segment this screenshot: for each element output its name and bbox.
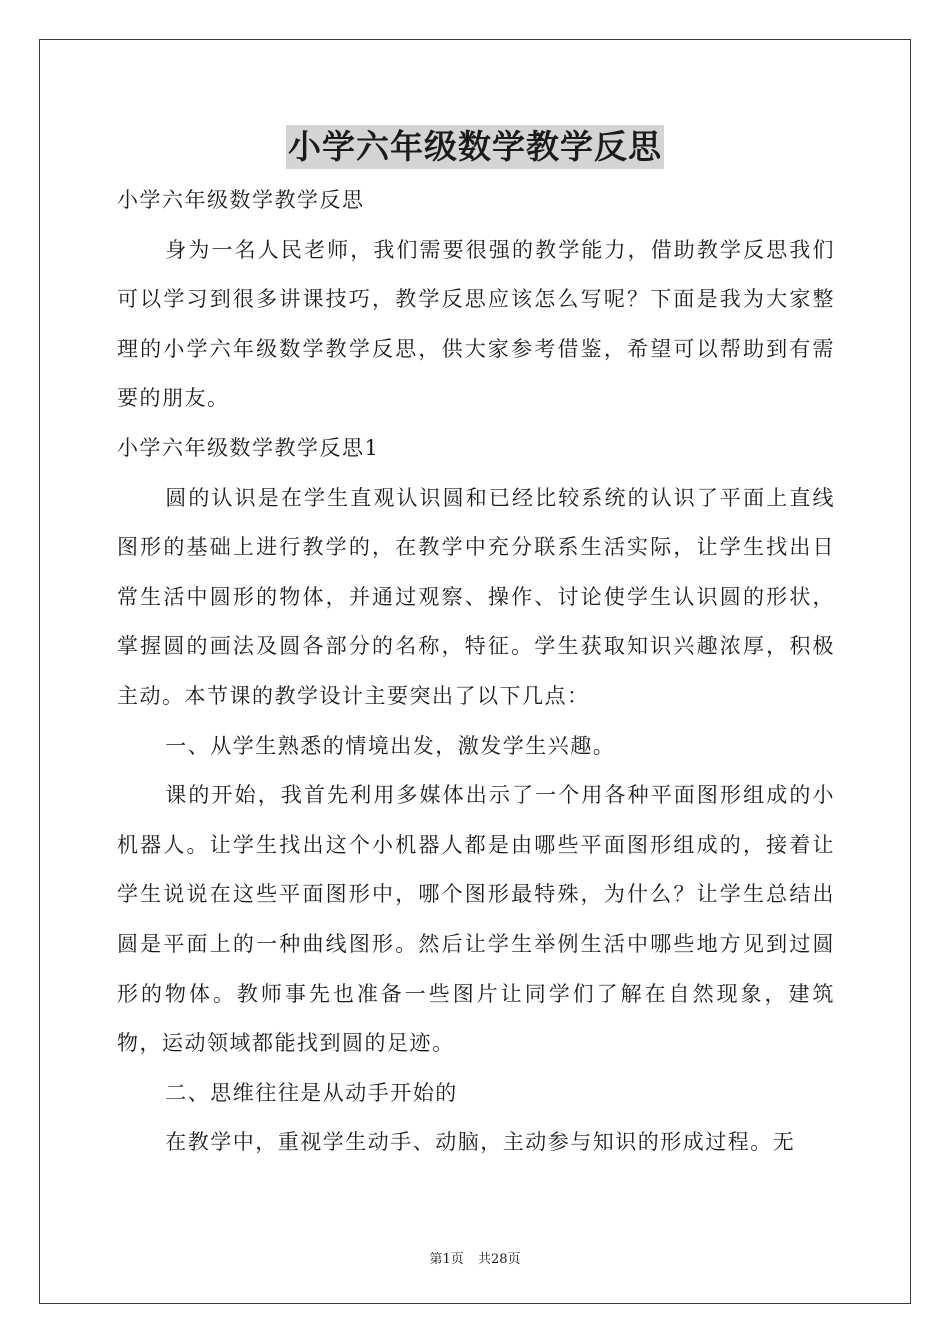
page-footer [0,1248,950,1267]
page-number: 第1页 [429,1252,464,1267]
page-total: 共28页 [477,1252,521,1267]
title-container [0,125,950,169]
paragraph: 课的开始，我首先利用多媒体出示了一个用各种平面图形组成的小机器人。让学生找出这个小机器人都是由哪些平面图形组成的，接着让学生说说在这些平面图形中，哪个图形最特殊，为什么？让学生总结出圆是平面上的一种曲线图形。然后让学生举例生活中哪些地方见到过圆形的物体。教师事先也准备一些图片让同学们了解在自然现象，建筑物，运动领域都能找到圆的足迹。 [117,783,835,1056]
paragraph: 小学六年级数学教学反思 [117,188,365,212]
paragraph: 在教学中，重视学生动手、动脑，主动参与知识的形成过程。无 [165,1130,796,1155]
subheading: 一、从学生熟悉的情境出发，激发学生兴趣。 [165,733,616,758]
document-title: 小学六年级数学教学反思 [286,125,664,169]
document-body [117,176,835,1168]
subheading: 二、思维往往是从动手开始的 [165,1080,458,1105]
section-heading: 小学六年级数学教学反思1 [117,435,380,460]
paragraph: 身为一名人民老师，我们需要很强的教学能力，借助教学反思我们可以学习到很多讲课技巧，教学反思应该怎么写呢？下面是我为大家整理的小学六年级数学教学反思，供大家参考借鉴，希望可以帮助到有需要的朋友。 [117,237,835,411]
paragraph: 圆的认识是在学生直观认识圆和已经比较系统的认识了平面上直线图形的基础上进行教学的，在教学中充分联系生活实际，让学生找出日常生活中圆形的物体，并通过观察、操作、讨论使学生认识圆的形状，掌握圆的画法及圆各部分的名称，特征。学生获取知识兴趣浓厚，积极主动。本节课的教学设计主要突出了以下几点： [117,485,835,708]
